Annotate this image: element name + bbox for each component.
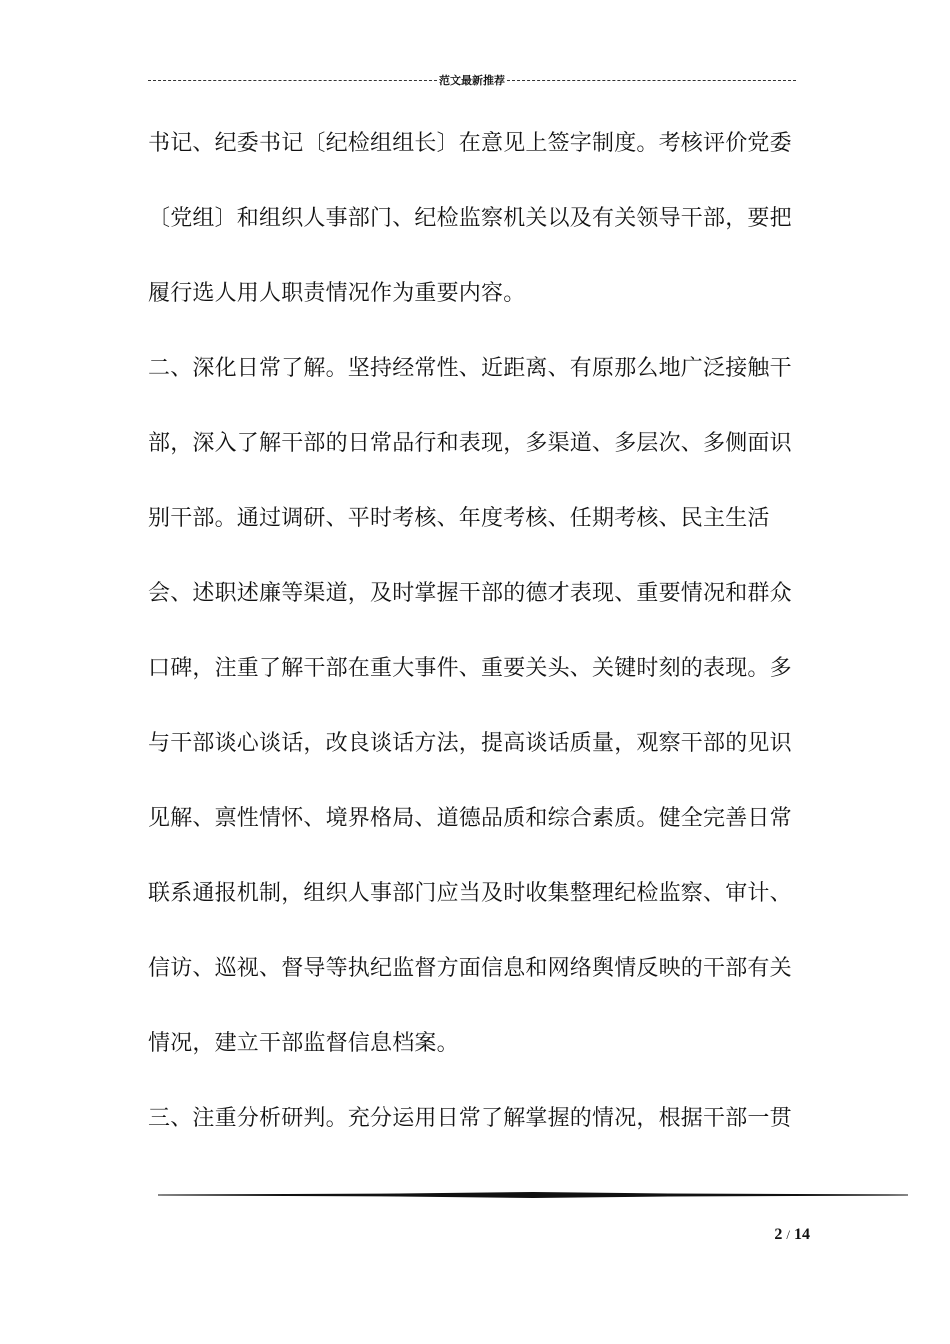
page-header xyxy=(148,68,796,92)
footer-divider-shape xyxy=(158,1192,908,1198)
page-separator: / xyxy=(786,1227,790,1242)
current-page: 2 xyxy=(774,1226,783,1243)
text-line: 三、注重分析研判。充分运用日常了解掌握的情况，根据干部一贯 xyxy=(148,1106,792,1131)
text-line: 口碑，注重了解干部在重大事件、重要关头、关键时刻的表现。多 xyxy=(148,656,792,681)
footer-divider xyxy=(158,1192,908,1198)
text-line: 情况，建立干部监督信息档案。 xyxy=(148,1031,459,1056)
text-line: 书记、纪委书记〔纪检组组长〕在意见上签字制度。考核评价党委 xyxy=(148,131,792,156)
text-line: 联系通报机制，组织人事部门应当及时收集整理纪检监察、审计、 xyxy=(148,881,792,906)
document-body xyxy=(148,118,808,1168)
header-title: 范文最新推荐 xyxy=(439,74,505,87)
text-line: 部，深入了解干部的日常品行和表现，多渠道、多层次、多侧面识 xyxy=(148,431,792,456)
text-line: 会、述职述廉等渠道，及时掌握干部的德才表现、重要情况和群众 xyxy=(148,581,792,606)
text-line: 〔党组〕和组织人事部门、纪检监察机关以及有关领导干部，要把 xyxy=(148,206,792,231)
page-number xyxy=(730,1226,810,1244)
text-line: 二、深化日常了解。坚持经常性、近距离、有原那么地广泛接触干 xyxy=(148,356,792,381)
text-line: 信访、巡视、督导等执纪监督方面信息和网络舆情反映的干部有关 xyxy=(148,956,792,981)
text-line: 履行选人用人职责情况作为重要内容。 xyxy=(148,281,526,306)
header-dashed-rule-right xyxy=(507,80,796,81)
text-line: 别干部。通过调研、平时考核、年度考核、任期考核、民主生活 xyxy=(148,506,770,531)
text-line: 与干部谈心谈话，改良谈话方法，提高谈话质量，观察干部的见识 xyxy=(148,731,792,756)
header-dashed-rule-left xyxy=(148,80,437,81)
text-line: 见解、禀性情怀、境界格局、道德品质和综合素质。健全完善日常 xyxy=(148,806,792,831)
total-pages: 14 xyxy=(794,1226,810,1243)
